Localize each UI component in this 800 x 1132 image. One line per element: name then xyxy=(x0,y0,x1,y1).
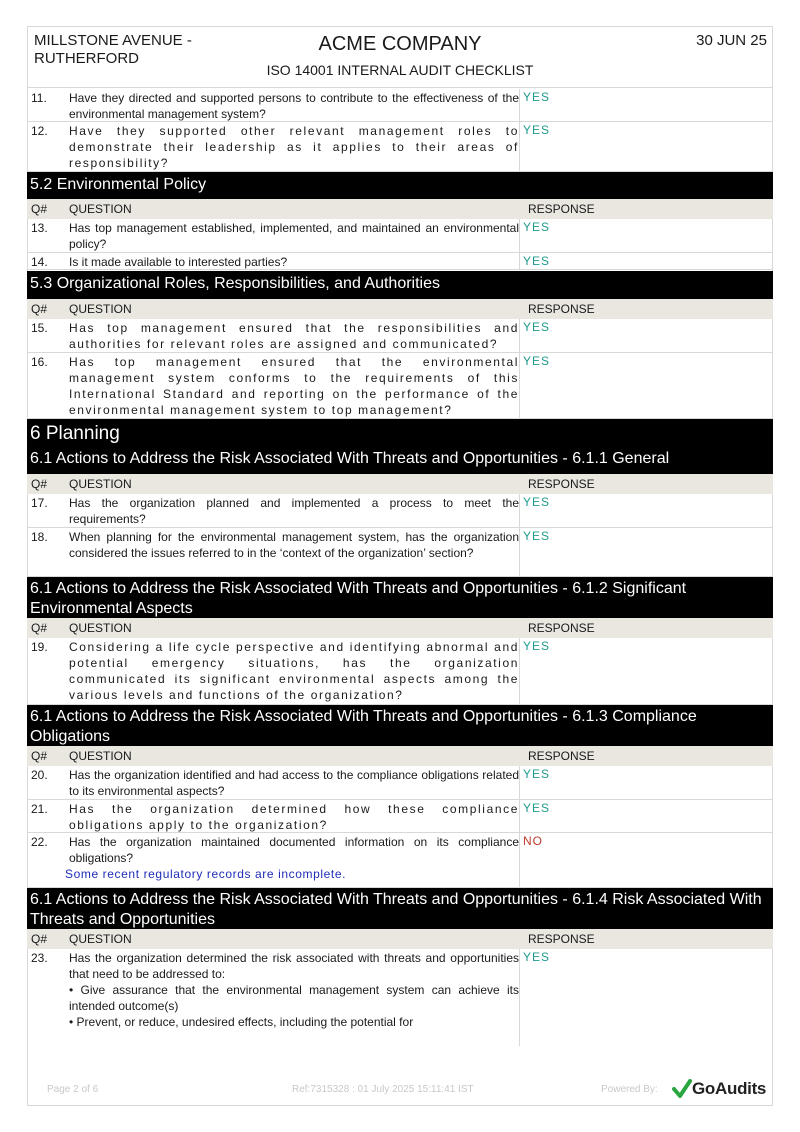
column-header-response: RESPONSE xyxy=(528,302,595,316)
table-row xyxy=(27,253,773,270)
table-row xyxy=(27,766,773,800)
question-text: Has top management ensured that the responsibilities and authorities for relevant roles are assigned and communicated? xyxy=(69,321,519,351)
question-text: Has top management ensured that the environmental management system conforms to the requirements of this International Standard and reporting on the performance of the environmental management system to top management? xyxy=(69,355,519,417)
table-row xyxy=(27,353,773,419)
response-value: YES xyxy=(519,122,773,171)
response-value: YES xyxy=(519,800,773,832)
question-number: 16. xyxy=(31,355,48,369)
column-header-question: QUESTION xyxy=(69,302,132,316)
question-number: 14. xyxy=(31,255,48,269)
page-number: Page 2 of 6 xyxy=(47,1084,99,1095)
response-value: YES xyxy=(519,638,773,704)
brand-name: GoAudits xyxy=(692,1079,767,1098)
column-header-response: RESPONSE xyxy=(528,202,595,216)
column-header-row xyxy=(27,474,773,494)
column-header-row xyxy=(27,199,773,219)
audit-date: 30 JUN 25 xyxy=(696,32,767,49)
column-header-response: RESPONSE xyxy=(528,749,595,763)
response-value: YES xyxy=(519,319,773,352)
question-number: 17. xyxy=(31,496,48,510)
question-number: 19. xyxy=(31,640,48,654)
column-header-q: Q# xyxy=(31,202,48,216)
question-text: Has the organization planned and implemented a process to meet the requirements? xyxy=(69,496,519,526)
table-row xyxy=(27,219,773,253)
response-value: YES xyxy=(519,89,773,121)
table-row xyxy=(27,949,773,1046)
table-row xyxy=(27,122,773,172)
report-reference: Ref:7315328 : 01 July 2025 15:11:41 IST xyxy=(292,1084,474,1095)
column-header-row xyxy=(27,746,773,766)
table-row xyxy=(27,89,773,122)
column-header-q: Q# xyxy=(31,932,48,946)
question-lead: Has the organization determined the risk associated with threats and opportunities that need to be addressed to: xyxy=(69,951,519,981)
question-text: Has top management established, implemented, and maintained an environmental policy? xyxy=(69,221,519,251)
section-heading: 5.3 Organizational Roles, Responsibilities, and Authorities xyxy=(27,271,773,299)
response-value: YES xyxy=(519,353,773,418)
bullet-item: • Prevent, or reduce, undesired effects, including the potential for xyxy=(69,1015,414,1029)
checkmark-icon xyxy=(672,1078,692,1100)
report-header xyxy=(27,26,773,88)
question-text: Have they supported other relevant management roles to demonstrate their leadership as it applies to their areas of responsibility? xyxy=(69,124,519,170)
column-header-q: Q# xyxy=(31,749,48,763)
table-row xyxy=(27,833,773,888)
column-header-response: RESPONSE xyxy=(528,477,595,491)
company-name: ACME COMPANY xyxy=(318,33,482,55)
section-heading: 6 Planning xyxy=(27,419,773,446)
response-value: YES xyxy=(519,528,773,576)
question-text: Is it made available to interested parties? xyxy=(69,255,288,269)
bullet-item: • Give assurance that the environmental management system can achieve its intended outcome(s) xyxy=(69,983,519,1013)
question-text: Considering a life cycle perspective and identifying abnormal and potential emergency situations, has the organization communicated its significant environmental aspects among the various levels and functions of the organization? xyxy=(69,640,519,702)
question-number: 21. xyxy=(31,802,48,816)
table-row xyxy=(27,800,773,833)
subsection-heading: 6.1 Actions to Address the Risk Associated With Threats and Opportunities - 6.1.2 Significant Environmental Aspects xyxy=(27,577,773,618)
subsection-heading: 6.1 Actions to Address the Risk Associated With Threats and Opportunities - 6.1.4 Risk Associated With Threats and Opportunities xyxy=(27,888,773,929)
question-text: Has the organization determined how these compliance obligations apply to the organization? xyxy=(69,802,519,832)
question-number: 12. xyxy=(31,124,48,138)
powered-by-label: Powered By: xyxy=(601,1084,658,1095)
question-number: 18. xyxy=(31,530,48,544)
column-header-row xyxy=(27,618,773,638)
column-header-question: QUESTION xyxy=(69,202,132,216)
response-value: YES xyxy=(519,494,773,527)
page-footer xyxy=(27,1078,773,1104)
question-text xyxy=(69,949,519,1046)
column-header-question: QUESTION xyxy=(69,477,132,491)
table-row xyxy=(27,494,773,528)
planning-section xyxy=(27,419,773,474)
site-location: MILLSTONE AVENUE - RUTHERFORD xyxy=(34,32,192,67)
auditor-note: Some recent regulatory records are incomplete. xyxy=(65,867,347,881)
response-value: YES xyxy=(519,253,773,269)
checklist-content xyxy=(27,89,773,1046)
question-text: Have they directed and supported persons to contribute to the effectiveness of the environmental management system? xyxy=(69,91,519,121)
question-number: 11. xyxy=(31,91,47,105)
column-header-question: QUESTION xyxy=(69,749,132,763)
question-number: 22. xyxy=(31,835,48,849)
question-number: 15. xyxy=(31,321,48,335)
checklist-title: ISO 14001 INTERNAL AUDIT CHECKLIST xyxy=(266,62,534,78)
question-number: 23. xyxy=(31,951,48,965)
response-value: YES xyxy=(519,766,773,799)
column-header-q: Q# xyxy=(31,621,48,635)
question-text: Has the organization identified and had access to the compliance obligations related to its environmental aspects? xyxy=(69,768,519,798)
column-header-question: QUESTION xyxy=(69,932,132,946)
section-heading: 5.2 Environmental Policy xyxy=(27,172,773,199)
response-value: NO xyxy=(519,833,773,887)
response-value: YES xyxy=(519,219,773,252)
subsection-heading: 6.1 Actions to Address the Risk Associated With Threats and Opportunities - 6.1.1 General xyxy=(27,446,773,474)
response-value: YES xyxy=(519,949,773,1046)
question-number: 13. xyxy=(31,221,48,235)
column-header-row xyxy=(27,929,773,949)
column-header-response: RESPONSE xyxy=(528,621,595,635)
column-header-row xyxy=(27,299,773,319)
question-number: 20. xyxy=(31,768,48,782)
table-row xyxy=(27,638,773,705)
goaudits-logo xyxy=(672,1078,766,1100)
column-header-q: Q# xyxy=(31,477,48,491)
question-text: Has the organization maintained documented information on its compliance obligations? xyxy=(69,835,519,865)
column-header-response: RESPONSE xyxy=(528,932,595,946)
column-header-question: QUESTION xyxy=(69,621,132,635)
subsection-heading: 6.1 Actions to Address the Risk Associated With Threats and Opportunities - 6.1.3 Compliance Obligations xyxy=(27,705,773,746)
column-header-q: Q# xyxy=(31,302,48,316)
table-row xyxy=(27,528,773,577)
table-row xyxy=(27,319,773,353)
question-text: When planning for the environmental management system, has the organization considered the issues referred to in the ‘context of the organization’ section? xyxy=(69,530,519,560)
